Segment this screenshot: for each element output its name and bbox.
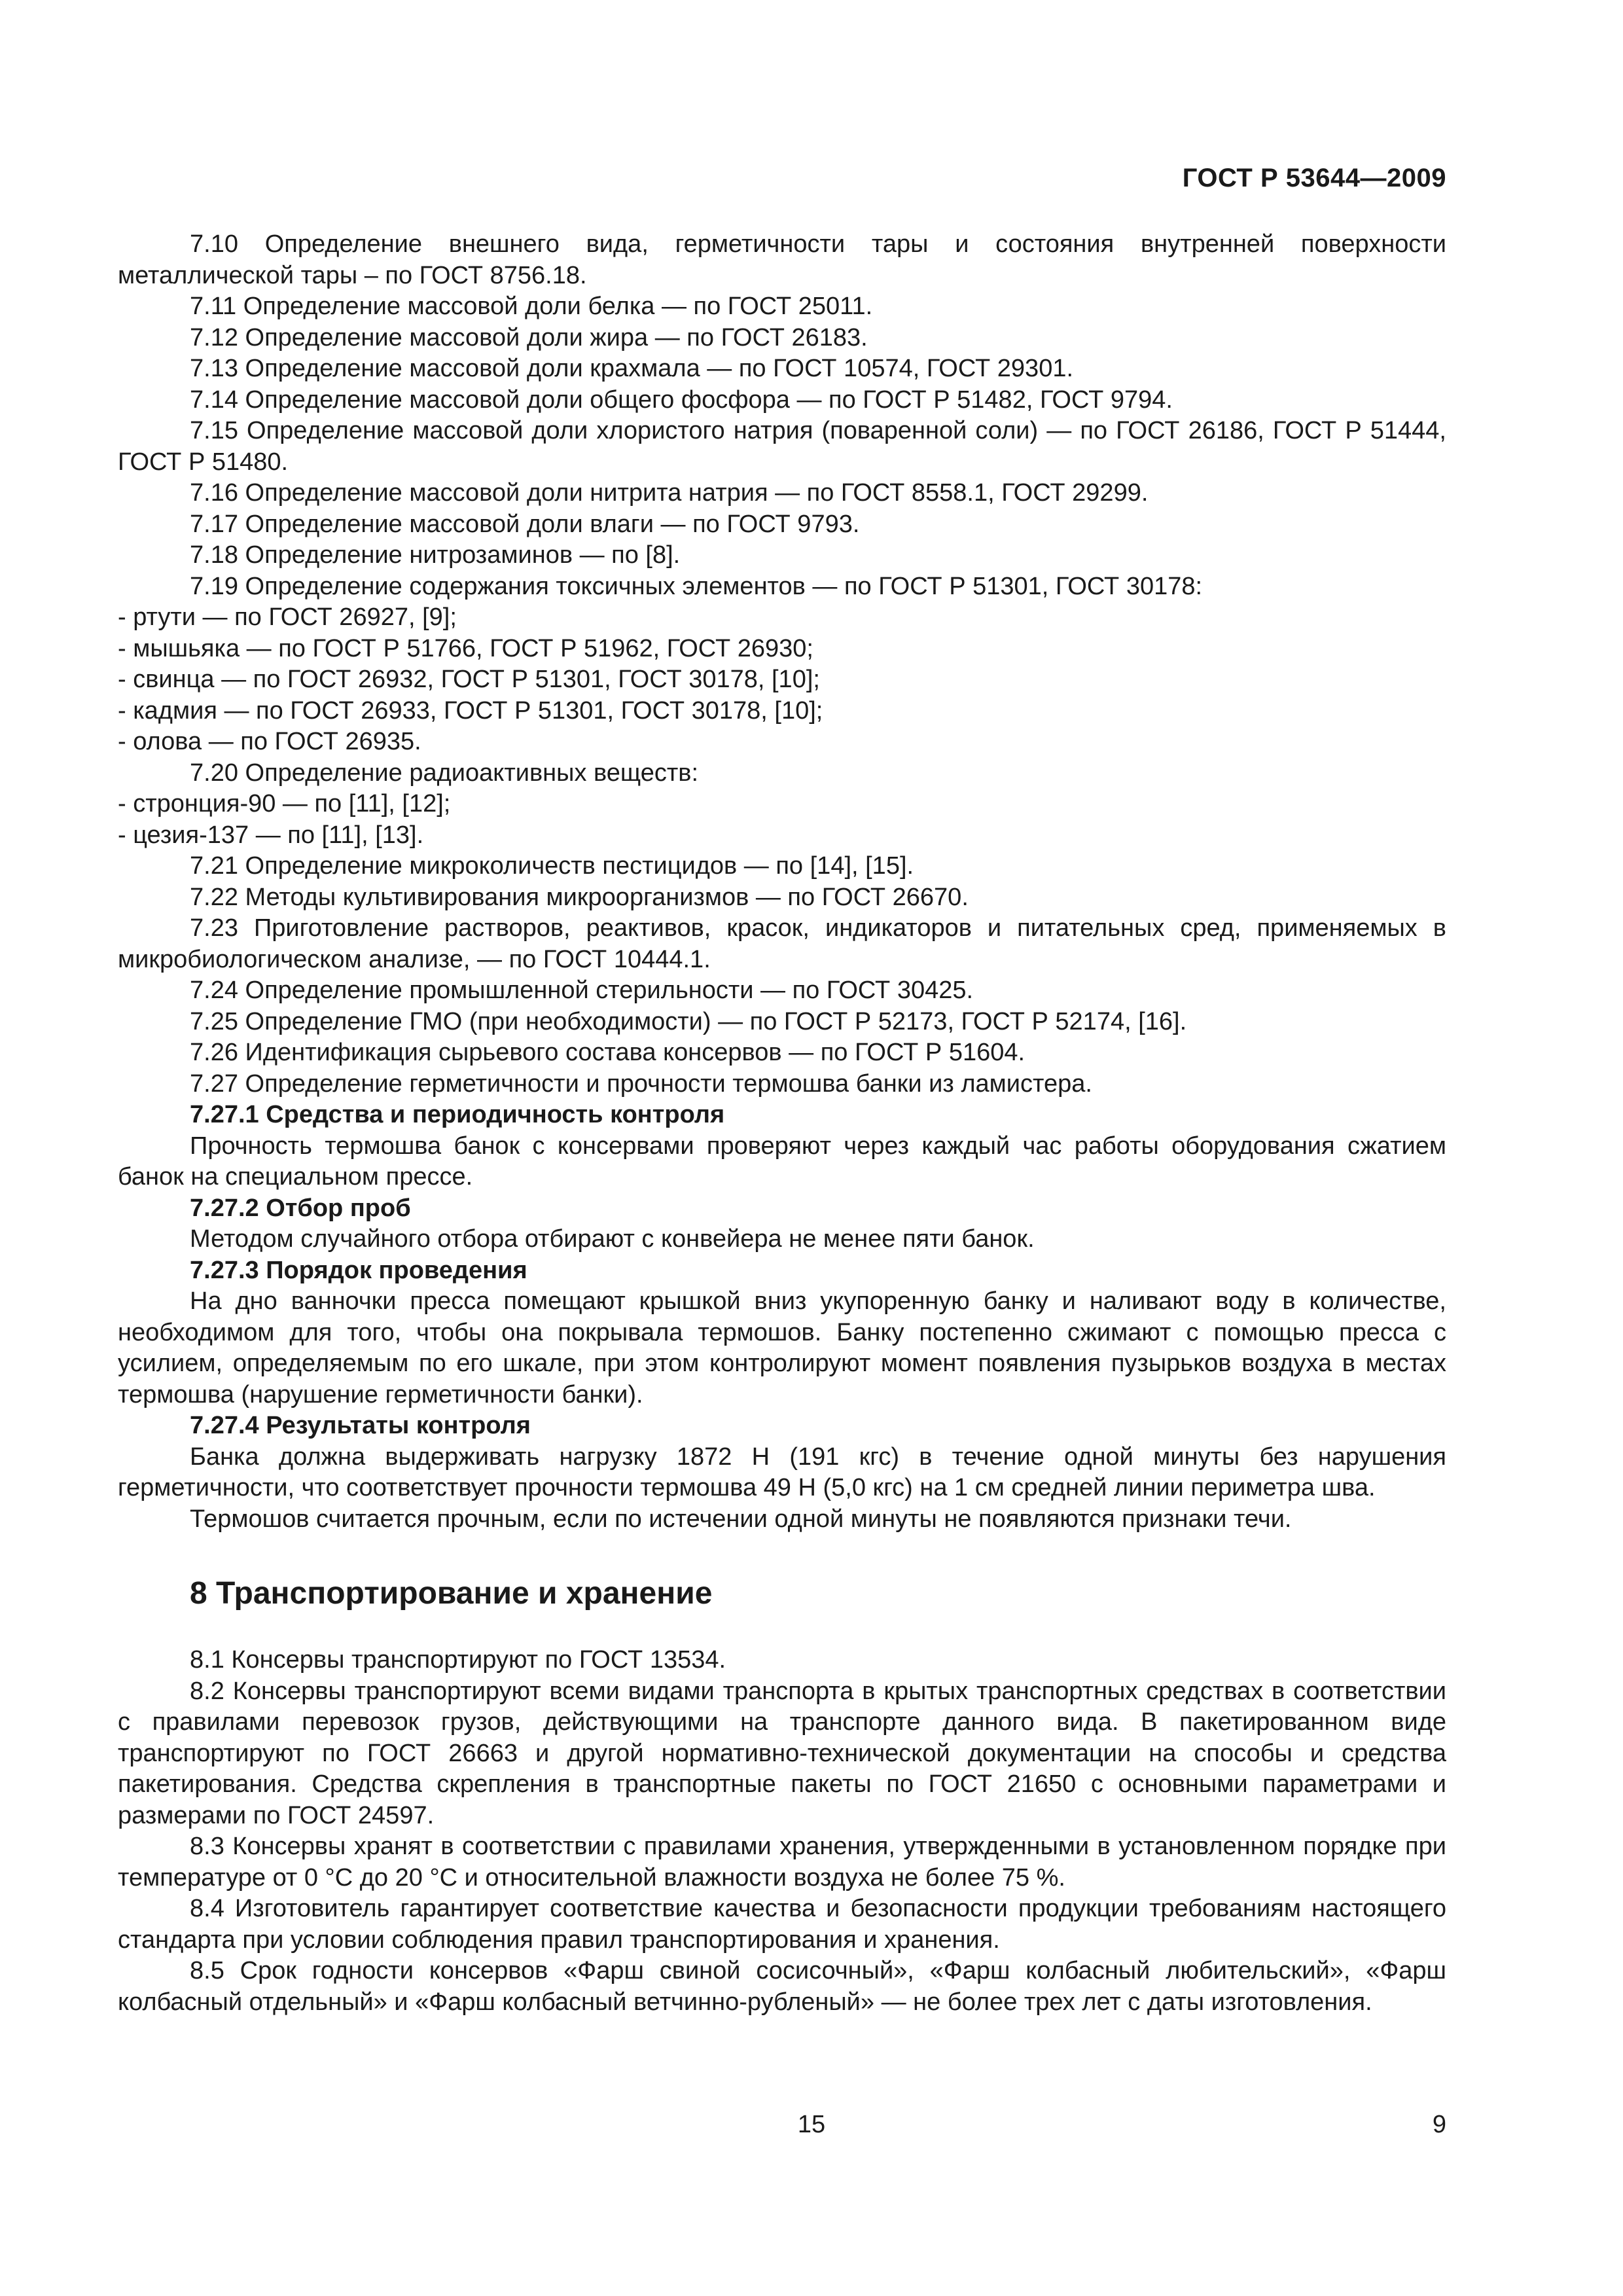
paragraph-7-10: 7.10 Определение внешнего вида, герметичности тары и состояния внутренней поверхности металлической тары – по ГОСТ 8756.18.: [118, 230, 1446, 289]
list-item-lead: - свинца — по ГОСТ 26932, ГОСТ Р 51301, ГОСТ 30178, [10];: [118, 666, 820, 693]
section-heading-8: 8 Транспортирование и хранение: [190, 1576, 713, 1611]
paragraph-7-22: 7.22 Методы культивирования микроорганизмов — по ГОСТ 26670.: [190, 883, 969, 911]
subheading-7-27-1: 7.27.1 Средства и периодичность контроля: [190, 1101, 725, 1128]
paragraph-7-27-2-text: Методом случайного отбора отбирают с конвейера не менее пяти банок.: [190, 1225, 1035, 1253]
paragraph-8-4: 8.4 Изготовитель гарантирует соответствие качества и безопасности продукции требованиям настоящего стандарта при условии соблюдения правил транспортирования и хранения.: [118, 1895, 1446, 1954]
list-item-tin: - олова — по ГОСТ 26935.: [118, 728, 421, 755]
page-number-center: 15: [797, 2111, 826, 2138]
paragraph-8-3: 8.3 Консервы хранят в соответствии с правилами хранения, утвержденными в установленном порядке при температуре от 0 °С до 20 °С и относительной влажности воздуха не более 75 %.: [118, 1833, 1446, 1892]
subheading-7-27-2: 7.27.2 Отбор проб: [190, 1194, 411, 1222]
paragraph-7-14: 7.14 Определение массовой доли общего фосфора — по ГОСТ Р 51482, ГОСТ 9794.: [190, 386, 1173, 414]
paragraph-7-24: 7.24 Определение промышленной стерильности — по ГОСТ 30425.: [190, 977, 974, 1004]
page-number-right: 9: [1432, 2111, 1446, 2138]
list-item-strontium: - стронция-90 — по [11], [12];: [118, 790, 451, 817]
paragraph-7-13: 7.13 Определение массовой доли крахмала — по ГОСТ 10574, ГОСТ 29301.: [190, 355, 1074, 382]
paragraph-7-20: 7.20 Определение радиоактивных веществ:: [190, 759, 699, 787]
subheading-7-27-4: 7.27.4 Результаты контроля: [190, 1412, 531, 1439]
paragraph-7-27-4-note: Термошов считается прочным, если по истечении одной минуты не появляются признаки течи.: [190, 1505, 1292, 1533]
paragraph-7-23: 7.23 Приготовление растворов, реактивов, красок, индикаторов и питательных сред, применяемых в микробиологическом анализе, — по ГОСТ 10444.1.: [118, 914, 1446, 973]
paragraph-7-21: 7.21 Определение микроколичеств пестицидов — по [14], [15].: [190, 852, 914, 880]
list-item-arsenic: - мышьяка — по ГОСТ Р 51766, ГОСТ Р 51962, ГОСТ 26930;: [118, 634, 813, 662]
list-item-cadmium: - кадмия — по ГОСТ 26933, ГОСТ Р 51301, ГОСТ 30178, [10];: [118, 696, 823, 725]
paragraph-7-27: 7.27 Определение герметичности и прочности термошва банки из ламистера.: [190, 1069, 1092, 1098]
paragraph-8-2: 8.2 Консервы транспортируют всеми видами транспорта в крытых транспортных средствах в соответствии с правилами перевозок грузов, действующими на транспорте данного вида. В пакетированном виде транспортируют по ГОСТ 26663 и другой нормативно-технической документации на способы и средства пакетирования. Средства скрепления в транспортные пакеты по ГОСТ 21650 с основными параметрами и размерами по ГОСТ 24597.: [118, 1677, 1446, 1829]
paragraph-7-27-1-text: Прочность термошва банок с консервами проверяют через каждый час работы оборудования сжатием банок на специальном прессе.: [118, 1132, 1446, 1191]
paragraph-7-12: 7.12 Определение массовой доли жира — по ГОСТ 26183.: [190, 323, 868, 351]
paragraph-7-15: 7.15 Определение массовой доли хлористого натрия (поваренной соли) — по ГОСТ 26186, ГОСТ Р 51444, ГОСТ Р 51480.: [118, 417, 1446, 476]
paragraph-7-11: 7.11 Определение массовой доли белка — по ГОСТ 25011.: [190, 293, 873, 320]
paragraph-7-16: 7.16 Определение массовой доли нитрита натрия — по ГОСТ 8558.1, ГОСТ 29299.: [190, 479, 1149, 507]
paragraph-7-17: 7.17 Определение массовой доли влаги — по ГОСТ 9793.: [190, 510, 860, 538]
paragraph-7-25: 7.25 Определение ГМО (при необходимости) — по ГОСТ Р 52173, ГОСТ Р 52174, [16].: [190, 1007, 1187, 1035]
paragraph-7-19: 7.19 Определение содержания токсичных элементов — по ГОСТ Р 51301, ГОСТ 30178:: [190, 572, 1203, 600]
document-id-header: ГОСТ Р 53644—2009: [1182, 164, 1446, 192]
paragraph-7-27-3-text: На дно ванночки пресса помещают крышкой вниз укупоренную банку и наливают воду в количестве, необходимом для того, чтобы она покрывала термошов. Банку постепенно сжимают с помощью пресса с усилием, определяемым по его шкале, при этом контролируют момент появления пузырьков воздуха в местах термошва (нарушение герметичности банки).: [118, 1287, 1446, 1408]
paragraph-7-18: 7.18 Определение нитрозаминов — по [8].: [190, 541, 681, 569]
paragraph-8-1: 8.1 Консервы транспортируют по ГОСТ 13534.: [190, 1646, 726, 1674]
list-item-cesium: - цезия-137 — по [11], [13].: [118, 821, 424, 849]
paragraph-8-5: 8.5 Срок годности консервов «Фарш свиной сосисочный», «Фарш колбасный любительский», «Фарш колбасный отдельный» и «Фарш колбасный ветчинно-рубленый» — не более трех лет с даты изготовления.: [118, 1957, 1446, 2016]
subheading-7-27-3: 7.27.3 Порядок проведения: [190, 1256, 527, 1284]
paragraph-7-27-4-text: Банка должна выдерживать нагрузку 1872 Н (191 кгс) в течение одной минуты без нарушения герметичности, что соответствует прочности термошва 49 Н (5,0 кгс) на 1 см средней линии периметра шва.: [118, 1443, 1446, 1501]
list-item-mercury: - ртути — по ГОСТ 26927, [9];: [118, 603, 457, 631]
paragraph-7-26: 7.26 Идентификация сырьевого состава консервов — по ГОСТ Р 51604.: [190, 1039, 1026, 1066]
document-body: [118, 229, 1446, 2018]
